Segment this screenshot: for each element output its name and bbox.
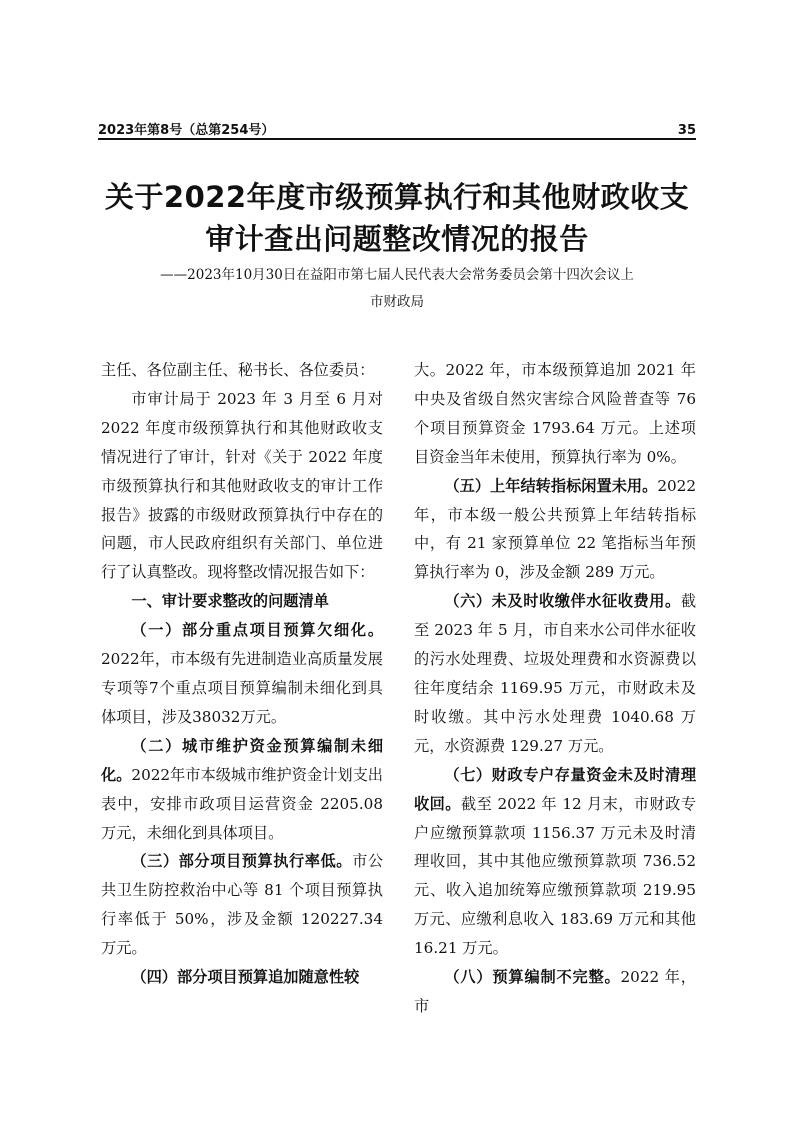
document-subtitle xyxy=(80,262,714,316)
section-heading-1: 一、审计要求整改的问题清单 xyxy=(131,592,329,611)
item-3-body: 市公共卫生防控救治中心等 81 个项目预算执行率低于 50%，涉及金额 120227.34 万元。 xyxy=(101,852,384,958)
subtitle-line-1: ——2023年10月30日在益阳市第七届人民代表大会常务委员会第十四次会议上 xyxy=(160,267,634,283)
item-5-body: 2022 年，市本级一般公共预算上年结转指标中，有 21 家预算单位 22 笔指标当年预算执行率为 0，涉及金额 289 万元。 xyxy=(414,476,696,582)
item-7-heading: （七）财政专户存量资金未及时清理收回。 xyxy=(414,765,696,813)
paragraph-item-1 xyxy=(101,616,383,732)
document-title xyxy=(60,176,734,260)
item-8-body: 2022 年，市 xyxy=(414,968,696,1015)
subtitle-author: 市财政局 xyxy=(370,294,424,310)
item-4-continued: 大。2022 年，市本级预算追加 2021 年中央及省级自然灾害综合风险普查等 76 个项目预算资金 1793.64 万元。上述项目资金当年未使用，预算执行率为 0%。 xyxy=(414,361,696,466)
item-4-heading: （四）部分项目预算追加随意性较 xyxy=(131,968,360,987)
intro-paragraph: 市审计局于 2023 年 3 月至 6 月对 2022 年度市级预算执行和其他财政收支情况进行了审计，针对《关于 2022 年度市级预算执行和其他财政收支的审计工作报告》披露的市级财政预算执行中存在的问题，市人民政府组织有关部门、单位进行了认真整改。现将整改情况报告如下： xyxy=(101,389,383,582)
item-2-body: 2022年市本级城市维护资金计划支出表中，安排市政项目运营资金 2205.08 万元，未细化到具体项目。 xyxy=(101,765,383,842)
item-6-heading: （六）未及时收缴伴水征收费用。 xyxy=(444,592,681,611)
left-column xyxy=(101,356,383,992)
right-column xyxy=(414,356,696,1021)
paragraph-item-4-start xyxy=(101,963,383,992)
item-5-heading: （五）上年结转指标闲置未用。 xyxy=(444,476,658,495)
page-header xyxy=(98,116,696,138)
item-2-heading: （二）城市维护资金预算编制未细化。 xyxy=(101,736,383,784)
item-8-heading: （八）预算编制不完整。 xyxy=(444,968,621,987)
item-6-body: 截至 2023 年 5 月，市自来水公司伴水征收的污水处理费、垃圾处理费和水资源费以往年度结余 1169.95 万元，市财政未及时收缴。其中污水处理费 1040.68 万元，水资源费 129.27 万元。 xyxy=(414,592,696,755)
paragraph-item-3 xyxy=(101,847,383,963)
paragraph-item-8 xyxy=(414,963,696,1021)
title-line-2: 审计查出问题整改情况的报告 xyxy=(205,222,589,256)
page-number: 35 xyxy=(677,123,696,138)
issue-label: 2023年第8号（总第254号） xyxy=(98,123,275,138)
paragraph-item-2 xyxy=(101,732,383,848)
salutation: 主任、各位副主任、秘书长、各位委员： xyxy=(101,361,375,379)
item-1-body: 2022年，市本级有先进制造业高质量发展专项等7个重点项目预算编制未细化到具体项目，涉及38032万元。 xyxy=(101,650,383,726)
item-1-heading: （一）部分重点项目预算欠细化。 xyxy=(131,621,383,640)
paragraph-item-5 xyxy=(414,472,696,588)
item-3-heading: （三）部分项目预算执行率低。 xyxy=(131,852,353,871)
item-7-body: 截至 2022 年 12 月末，市财政专户应缴预算款项 1156.37 万元未及时清理收回，其中其他应缴预算款项 736.52 元、收入追加统筹应缴预算款项 219.95 万元、应缴利息收入 183.69 万元和其他 16.21 万元。 xyxy=(414,794,697,958)
paragraph-item-6 xyxy=(414,587,696,760)
header-rule xyxy=(98,138,696,140)
title-line-1: 关于2022年度市级预算执行和其他财政收支 xyxy=(104,180,690,214)
paragraph-item-7 xyxy=(414,761,696,963)
